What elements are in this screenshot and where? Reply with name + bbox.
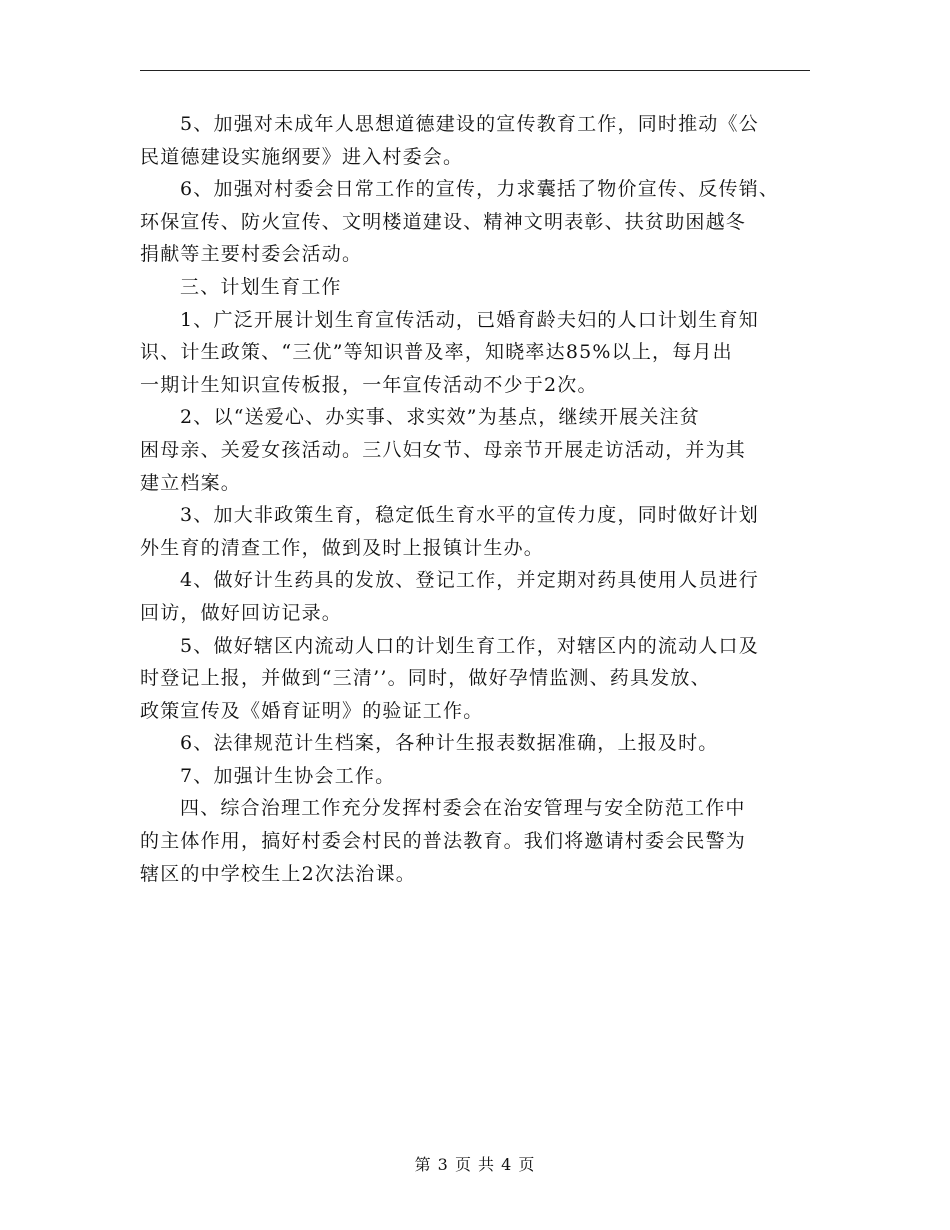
text-line: 5、做好辖区内流动人口的计划生育工作，对辖区内的流动人口及 xyxy=(180,634,759,657)
document-body xyxy=(140,108,812,890)
paragraph xyxy=(140,304,812,402)
text-line: 四、综合治理工作充分发挥村委会在治安管理与安全防范工作中 xyxy=(180,797,746,820)
text-line: 环保宣传、防火宣传、文明楼道建设、精神文明表彰、扶贫助困越冬 xyxy=(140,210,747,233)
text-line: 回访，做好回访记录。 xyxy=(140,601,343,624)
text-line: 民道德建设实施纲要》进入村委会。 xyxy=(140,145,464,168)
text-line: 建立档案。 xyxy=(140,471,242,494)
text-line: 捐献等主要村委会活动。 xyxy=(140,243,363,266)
paragraph xyxy=(140,792,812,890)
paragraph xyxy=(140,173,812,271)
paragraph xyxy=(140,630,812,728)
text-line: 4、做好计生药具的发放、登记工作，并定期对药具使用人员进行 xyxy=(180,569,759,592)
paragraph xyxy=(140,727,812,760)
text-line: 1、广泛开展计划生育宣传活动，已婚育龄夫妇的人口计划生育知 xyxy=(180,308,759,331)
header-rule xyxy=(140,70,810,71)
text-line: 3、加大非政策生育，稳定低生育水平的宣传力度，同时做好计划 xyxy=(180,504,759,527)
page-number-footer: 第 3 页 共 4 页 xyxy=(414,1155,536,1174)
text-line: 困母亲、关爱女孩活动。三八妇女节、母亲节开展走访活动，并为其 xyxy=(140,438,747,461)
paragraph xyxy=(140,108,812,173)
paragraph xyxy=(140,401,812,499)
text-line: 三、计划生育工作 xyxy=(180,275,342,298)
text-line: 7、加强计生协会工作。 xyxy=(180,764,396,787)
paragraph xyxy=(140,760,812,793)
text-line: 一期计生知识宣传板报，一年宣传活动不少于2次。 xyxy=(140,373,598,396)
paragraph xyxy=(140,499,812,564)
text-line: 6、加强对村委会日常工作的宣传，力求囊括了物价宣传、反传销、 xyxy=(180,178,780,201)
text-line: 辖区的中学校生上2次法治课。 xyxy=(140,862,416,885)
text-line: 识、计生政策、“三优”等知识普及率，知晓率达85%以上，每月出 xyxy=(140,341,733,364)
text-line: 6、法律规范计生档案，各种计生报表数据准确，上报及时。 xyxy=(180,732,719,755)
section-heading xyxy=(140,271,812,304)
text-line: 时登记上报，并做到“三清’’。同时，做好孕情监测、药具发放、 xyxy=(140,667,711,690)
text-line: 政策宣传及《婚育证明》的验证工作。 xyxy=(140,699,484,722)
text-line: 的主体作用，搞好村委会村民的普法教育。我们将邀请村委会民警为 xyxy=(140,830,747,853)
paragraph xyxy=(140,564,812,629)
text-line: 外生育的清查工作，做到及时上报镇计生办。 xyxy=(140,536,545,559)
text-line: 5、加强对未成年人思想道德建设的宣传教育工作，同时推动《公 xyxy=(180,113,759,135)
text-line: 2、以“送爱心、办实事、求实效”为基点，继续开展关注贫 xyxy=(180,406,700,429)
